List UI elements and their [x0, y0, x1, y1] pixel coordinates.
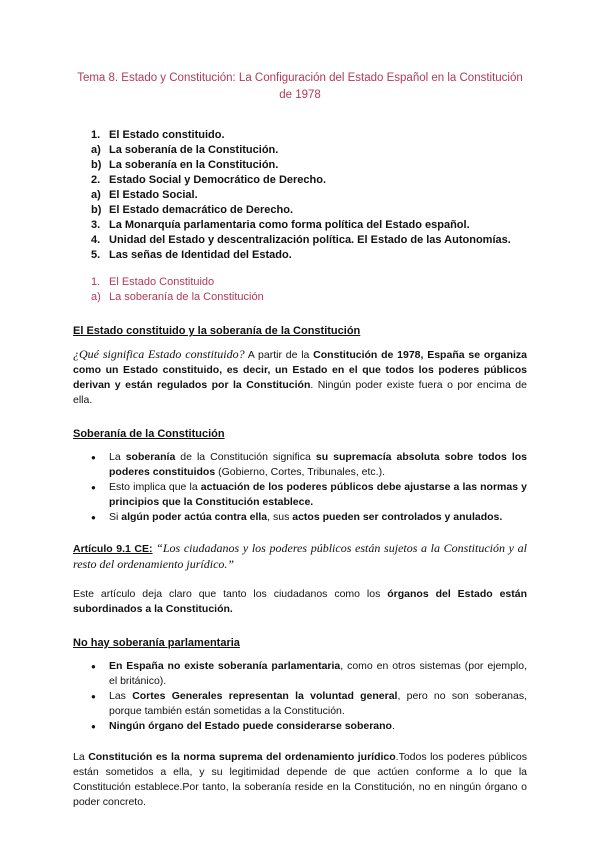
section-heading-estado-constituido: El Estado constituido y la soberanía de la Constitución: [73, 325, 361, 337]
toc-num: 3.: [91, 219, 101, 231]
bold-run: actuación de los poderes públicos debe ajustarse a las normas y principios que la Constitución establece.: [109, 481, 528, 508]
toc-text: La soberanía en la Constitución.: [109, 159, 279, 171]
toc-num: a): [91, 189, 101, 201]
outline-item: [91, 275, 527, 290]
toc-item: [91, 218, 527, 233]
toc-item: [91, 188, 527, 203]
bullet-list-soberania: [73, 450, 527, 525]
outline-text: La soberanía de la Constitución: [109, 291, 264, 303]
list-item: [109, 510, 527, 525]
toc-item: [91, 158, 527, 173]
toc-item: [91, 143, 527, 158]
bold-run: En España no existe soberanía parlamentaria: [109, 660, 341, 672]
outline-item: [91, 290, 527, 305]
bold-run: órganos del Estado están subordinados a la Constitución.: [73, 588, 528, 615]
text-run: . Ningún poder existe fuera o por encima de ella.: [73, 379, 527, 406]
article-text: “Los ciudadanos y los poderes públicos están sujetos a la Constitución y al resto del ordenamiento jurídico.”: [73, 541, 527, 571]
toc-num: 1.: [91, 129, 101, 141]
bold-run: algún poder actúa contra ella: [121, 511, 268, 523]
outline-num: a): [91, 291, 101, 303]
toc-text: Las señas de Identidad del Estado.: [109, 249, 292, 261]
toc-num: b): [91, 159, 102, 171]
text-run: Este artículo deja claro que tanto los ciudadanos como los: [73, 588, 388, 600]
paragraph-article-explanation: [73, 587, 527, 617]
toc-item: [91, 173, 527, 188]
bullet-list-parlamentaria: [73, 659, 527, 734]
toc-text: La soberanía de la Constitución.: [109, 144, 279, 156]
bold-run: Constitución de 1978, España se organiza como un Estado constituido, es decir, un Estado en el que todos los poderes públicos derivan y están regulados por la Constitución: [73, 349, 527, 391]
list-item: [109, 659, 527, 689]
toc-num: 4.: [91, 234, 101, 246]
toc-text: El Estado Social.: [109, 189, 198, 201]
toc-text: El Estado constituido.: [109, 129, 225, 141]
text-run: .: [391, 720, 395, 732]
toc-item: [91, 203, 527, 218]
section-heading-no-soberania-parlamentaria: No hay soberanía parlamentaria: [73, 637, 240, 649]
toc-num: 5.: [91, 249, 101, 261]
bold-run: actos pueden ser controlados y anulados.: [292, 511, 503, 523]
outline-num: 1.: [91, 276, 101, 288]
text-run: Las: [109, 690, 133, 702]
text-run: Si: [109, 511, 122, 523]
section-outline: [73, 275, 527, 305]
text-run: (Gobierno, Cortes, Tribunales, etc.).: [215, 466, 386, 478]
text-run: La: [109, 451, 126, 463]
paragraph-final: [73, 750, 527, 810]
document-title: Tema 8. Estado y Constitución: La Configuración del Estado Español en la Constitución de 1978: [77, 72, 523, 101]
toc-num: b): [91, 204, 102, 216]
list-item: [109, 450, 527, 480]
text-run: , sus: [267, 511, 293, 523]
text-run: A partir de la: [244, 349, 314, 361]
bold-run: Constitución es la norma suprema del ordenamiento jurídico: [88, 751, 396, 763]
toc-item: [91, 248, 527, 263]
toc-text: La Monarquía parlamentaria como forma política del Estado español.: [109, 219, 470, 231]
toc-text: El Estado demacrático de Derecho.: [109, 204, 294, 216]
bold-run: soberanía: [125, 451, 176, 463]
bold-run: Ningún órgano del Estado puede considerarse soberano: [109, 720, 392, 732]
paragraph-estado-constituido: [73, 347, 527, 408]
bold-run: Cortes Generales representan la voluntad general: [132, 690, 398, 702]
outline-text: El Estado Constituido: [109, 276, 215, 288]
text-run: de la Constitución significa: [175, 451, 316, 463]
text-run: Esto implica que la: [109, 481, 201, 493]
toc-num: a): [91, 144, 101, 156]
toc-num: 2.: [91, 174, 101, 186]
article-quote: [73, 541, 527, 573]
bold-run: su supremacía absoluta sobre todos los poderes constituidos: [109, 451, 527, 478]
question-text: ¿Qué significa Estado constituido?: [73, 347, 245, 361]
table-of-contents: [73, 128, 527, 263]
text-run: , pero no son soberanas, porque también están sometidas a la Constitución.: [109, 690, 527, 717]
list-item: [109, 689, 527, 719]
text-run: .Todos los poderes públicos están sometidos a ella, y su legitimidad depende de que actúen conforme a lo que la Constitución establece.Por tanto, la soberanía reside en la Constitución, no en ningún órgano o poder concreto.: [73, 751, 527, 808]
toc-item: [91, 233, 527, 248]
section-heading-soberania: Soberanía de la Constitución: [73, 428, 225, 440]
toc-item: [91, 128, 527, 143]
toc-text: Estado Social y Democrático de Derecho.: [109, 174, 327, 186]
toc-text: Unidad del Estado y descentralización política. El Estado de las Autonomías.: [109, 234, 511, 246]
article-label: Artículo 9.1 CE:: [73, 543, 153, 555]
text-run: , como en otros sistemas (por ejemplo, el británico).: [109, 660, 528, 687]
list-item: [109, 480, 527, 510]
list-item: [109, 719, 527, 734]
text-run: La: [73, 751, 89, 763]
